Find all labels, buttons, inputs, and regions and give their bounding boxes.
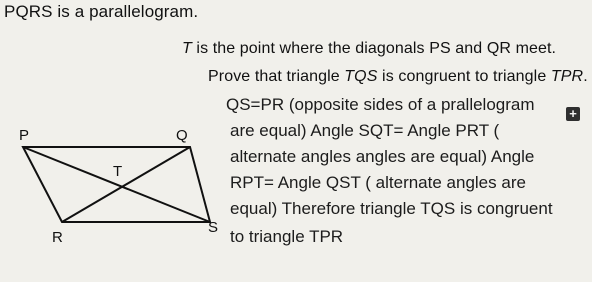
vertex-label-p: P [19, 127, 30, 144]
answer-line-1: QS=PR (opposite sides of a prallelogram [226, 95, 535, 114]
point-t-label: T [182, 40, 192, 57]
question-line-3-end: . [583, 68, 588, 85]
vertex-label-q: Q [176, 127, 188, 144]
triangle-tqs-label: TQS [344, 68, 378, 85]
question-line-3 [208, 68, 588, 86]
question-line-2-text: is the point where the diagonals PS and QR meet. [191, 40, 557, 57]
question-line-3-mid: is congruent to triangle [377, 68, 551, 85]
question-line-2 [182, 40, 556, 58]
answer-text-area[interactable] [226, 92, 592, 282]
plus-icon[interactable]: + [566, 107, 580, 121]
diagonal-qr [62, 147, 190, 222]
answer-line-5: equal) Therefore triangle TQS is congruent [230, 199, 553, 218]
question-title-text: PQRS is a parallelogram. [4, 2, 199, 21]
vertex-label-s: S [208, 219, 219, 236]
answer-line-6: to triangle TPR [230, 227, 344, 246]
vertex-label-r: R [52, 229, 63, 246]
answer-line-3: alternate angles angles are equal) Angle [230, 147, 535, 166]
answer-line-4: RPT= Angle QST ( alternate angles are [230, 173, 526, 192]
diagonal-ps [23, 147, 210, 222]
parallelogram-diagram [0, 110, 230, 260]
triangle-tpr-label: TPR [550, 68, 584, 85]
question-line-3-prefix: Prove that triangle [208, 68, 345, 85]
point-label-t: T [113, 163, 123, 180]
answer-line-2: are equal) Angle SQT= Angle PRT ( [230, 121, 500, 140]
question-title [4, 2, 198, 22]
